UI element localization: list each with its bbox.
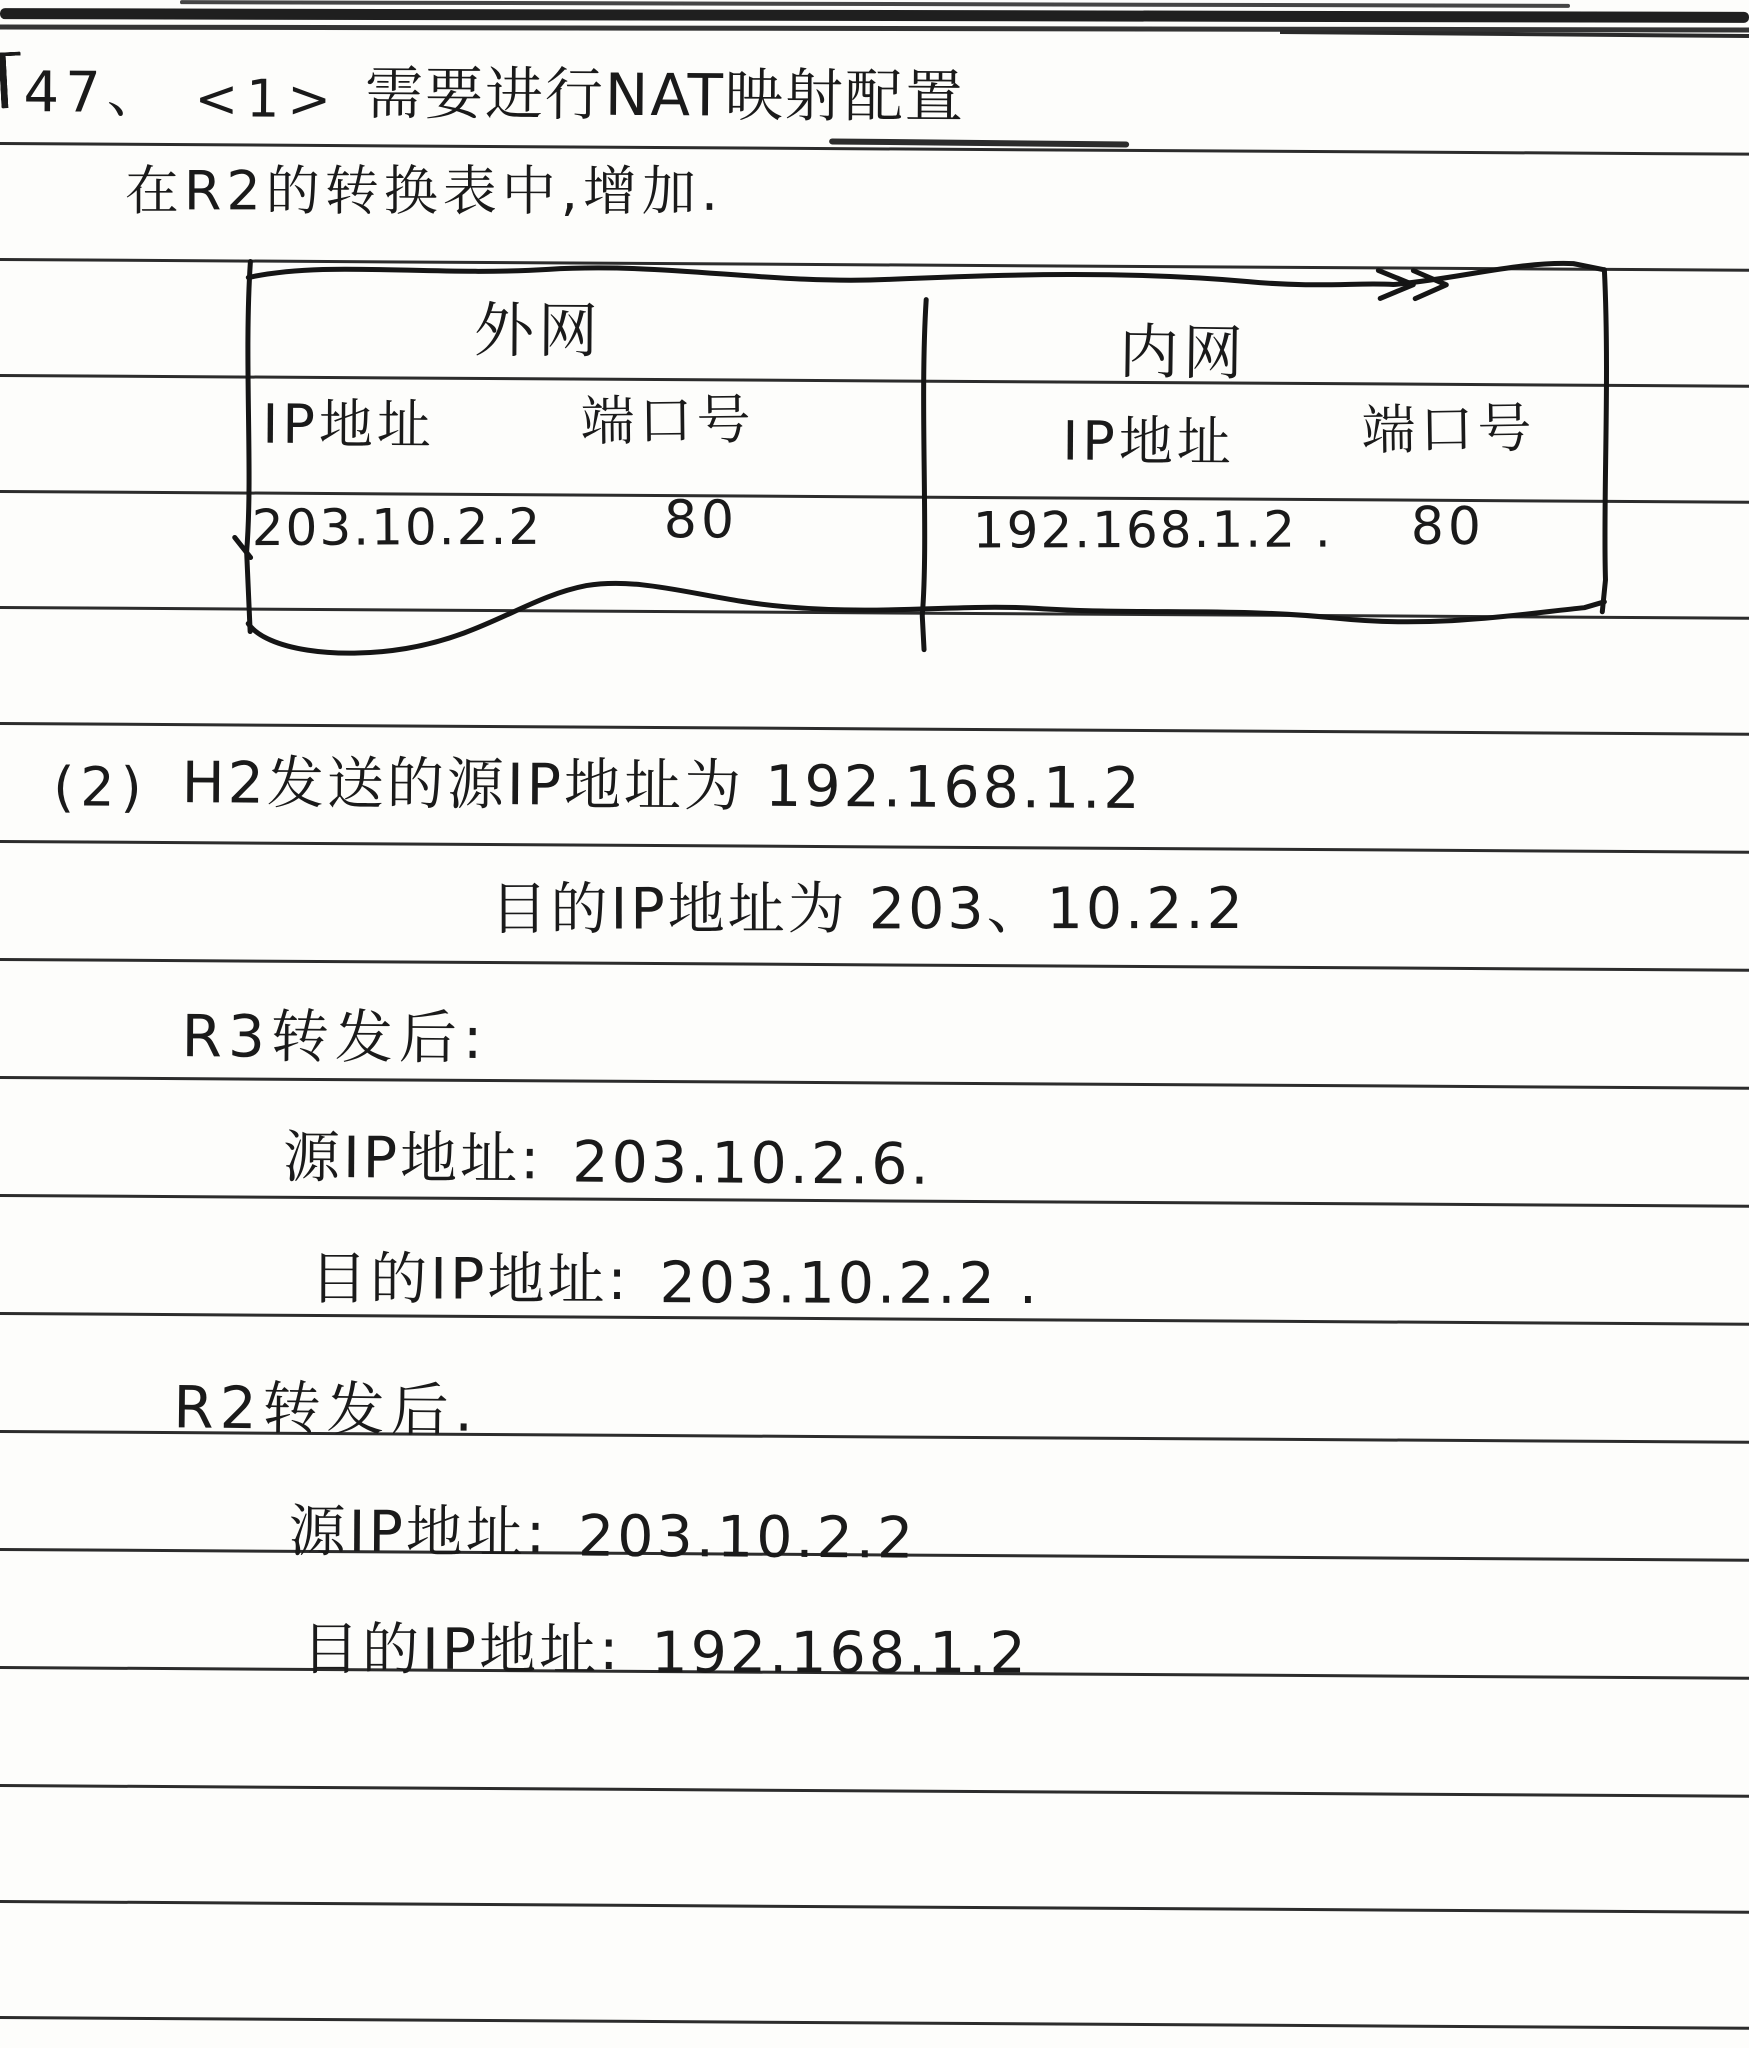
r2-source-ip-line — [288, 1486, 916, 1572]
ruled-line — [0, 1076, 1749, 1090]
part2-intro-line-1 — [53, 736, 1143, 825]
r2-source-ip-label: 源IP地址: — [288, 1498, 549, 1567]
group-header-external: 外网 — [473, 295, 603, 367]
r2-destination-ip-label: 目的IP地址: — [301, 1616, 622, 1684]
cell-internal-port: 80 — [1410, 496, 1486, 558]
cell-external-ip: 203.10.2.2 — [251, 497, 543, 558]
cell-external-port: 80 — [663, 490, 739, 551]
r2-destination-ip-value: 192.168.1.2 — [651, 1620, 1029, 1687]
group-header-internal: 内网 — [1118, 317, 1248, 390]
title-underline — [829, 138, 1129, 147]
part2-intro-text: H2发送的源IP地址为 192.168.1.2 — [181, 750, 1143, 822]
col-header-port-internal: 端口号 — [1361, 396, 1536, 463]
table-middle-divider — [922, 300, 926, 650]
col-header-port-external: 端口号 — [580, 388, 755, 454]
ruled-line — [0, 722, 1749, 736]
ruled-line — [0, 2016, 1749, 2030]
r2-destination-ip-line — [302, 1604, 1029, 1687]
r3-destination-ip-label: 目的IP地址: — [310, 1246, 630, 1314]
ruled-line — [0, 840, 1749, 854]
problem-number: 47、 — [23, 60, 169, 127]
r3-source-ip-value: 203.10.2.6. — [572, 1129, 932, 1198]
cell-internal-ip: 192.168.1.2 . — [972, 500, 1333, 560]
table-right-border — [1602, 270, 1607, 612]
r3-source-ip-line — [283, 1112, 932, 1198]
ruled-line — [0, 1784, 1749, 1798]
nat-table — [226, 241, 1649, 670]
r2-source-ip-value: 203.10.2.2 — [577, 1503, 917, 1572]
col-header-ip-external: IP地址 — [262, 392, 436, 457]
subtitle: 在R2的转换表中,增加. — [124, 159, 724, 223]
part1-label: <1> — [194, 69, 340, 131]
ruled-line — [0, 958, 1749, 972]
r3-destination-ip-line — [310, 1233, 1040, 1317]
part2-label: (2) — [53, 755, 148, 819]
table-left-border — [246, 262, 252, 632]
r3-destination-ip-value: 203.10.2.2 . — [659, 1250, 1041, 1318]
r3-forward-heading: R3转发后: — [181, 1002, 489, 1073]
r3-source-ip-label: 源IP地址: — [282, 1124, 543, 1193]
part2-intro-line-2: 目的IP地址为 203、10.2.2 — [490, 875, 1246, 943]
r2-forward-heading: R2转发后. — [172, 1373, 480, 1445]
ruled-line — [0, 1900, 1749, 1914]
page-title: 需要进行NAT映射配置 — [364, 59, 966, 131]
title-line — [23, 44, 965, 134]
col-header-ip-internal: IP地址 — [1062, 409, 1236, 474]
